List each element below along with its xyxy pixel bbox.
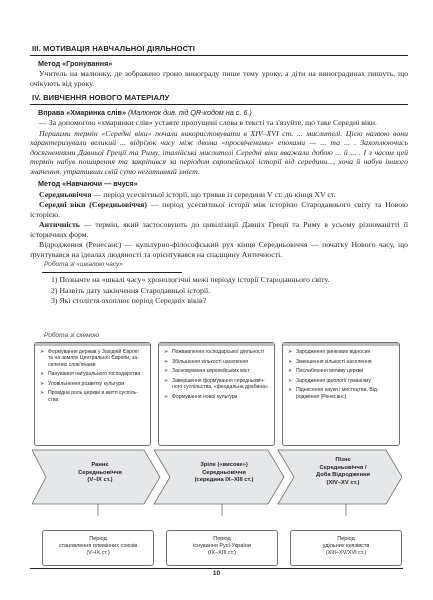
page-content: [30, 44, 408, 307]
period-box-late: Період удільних князівств (XIII–XV/XVI ст.): [290, 530, 402, 566]
chevron-label-high: Зріле («високе») Середньовіччя (середина IX–XIII ст.): [194, 462, 254, 484]
definition-2: Середні віки (Середньовіччя) — період усесвітньої історії між історією Стародавнього світу та Новою історією.: [30, 200, 408, 219]
scheme-list-late: [283, 343, 399, 400]
list-item: ➤ Пожвавлення господарської діяльності: [164, 349, 269, 355]
exercise-label: Вправа «Хмаринка слів»: [38, 108, 126, 118]
list-item: ➤ Зародження ідеології гуманізму: [288, 378, 394, 384]
list-item: ➤ Уповільнення розвитку культури: [40, 381, 145, 387]
definition-3: Античність — термін, який застосовують до цивілізації Давніх Греції та Риму в усьому різноманітті її історичних форм.: [30, 220, 408, 239]
exercise-heading: [38, 108, 408, 117]
scheme-column-high: [158, 342, 275, 446]
page-number: 10: [212, 570, 221, 577]
method-label: Метод «Гронування»: [38, 58, 113, 68]
section4-rule: [30, 104, 408, 105]
exercise-text: — За допомогою «хмаринки слів» уставте пропущені слова в тексті та з'язуйте, що таке Середні віки.: [39, 118, 378, 128]
chevron-label-early: Раннє Середньовіччя (V–IX ст.): [78, 462, 122, 484]
list-item: ➤ Панування натурального господарства: [40, 371, 145, 377]
list-item: ➤ Засновування європейських міст: [164, 368, 269, 374]
worksheet-rule: [42, 272, 182, 273]
list-item: ➤ Піднесення науки і мистецтва, Відродження (Ренесанс): [288, 387, 394, 400]
list-item: ➤ Завершення формування середньовічного суспільства, «феодальна драбина»: [164, 378, 269, 391]
scheme-column-late: [282, 342, 400, 446]
list-item: ➤ Послаблення впливу церкви: [288, 368, 394, 374]
definition-4: Відродження (Ренесанс) — культурно-філософський рух кінця Середньовіччя — початку Нового часу, що ґрунтувався на ідеалах людяності та орієнтувався на спадщину Античності.: [30, 240, 408, 259]
list-item: ➤ Зменшення кількості населення: [288, 359, 394, 365]
task-3: 3) Які століття охоплює період Середніх віків?: [51, 296, 207, 306]
scheme-list-high: [159, 343, 274, 400]
list-item: ➤ Зародження ринкових відносин: [288, 349, 394, 355]
section3-heading: ІІІ. МОТИВАЦІЯ НАВЧАЛЬНОЇ ДІЯЛЬНОСТІ: [32, 44, 195, 53]
period-box-early: Період становлення племінних союзів (V–IX ст.): [42, 530, 154, 566]
scheme-column-early: [34, 342, 151, 446]
gap-text: Першими термін «Середні віки» почали використовувати в XIV–XVI ст. ... мислителі. Цією назвою вони характеризували великий ... відрізок часу між двома «просвіченими» епохами — ... та ... . Захоплюючись досягненнями Давньої Греції та Риму, італійські мислителі Середні віки вважали добою ... й ... . І з часом цей термін набув поширення та закріпився за періодом європейської історії від середини..., хоча й набув іншого значення, утративши свій суто негативний зміст.: [30, 128, 408, 176]
period-box-high: Період існування Русі-України (IX–XIII ст.): [166, 530, 278, 566]
task-1: 1) Позначте на «шкалі часу» хронологічні межі періоду історії Стародавнього світу.: [51, 275, 330, 285]
list-item: ➤ Збільшення кількості населення: [164, 359, 269, 365]
worksheet-label: Роботa зі «шкалою часу»: [44, 261, 123, 269]
footer-rule: [30, 568, 403, 569]
list-item: ➤ Формування нової культури: [164, 394, 269, 400]
section4-heading: IV. ВИВЧЕННЯ НОВОГО МАТЕРІАЛУ: [32, 93, 170, 103]
method-text: Учитель на малюнку, де зображено гроно винограду пише тему уроку, а діти на виноградинах пишуть, що очікують від уроку.: [30, 69, 408, 88]
task-2: 2) Назвіть дату закінчення Стародавньої історії.: [51, 285, 211, 295]
section3-rule: [30, 55, 408, 56]
exercise-note: (Малюнок див. під QR-кодом на с. 6.): [127, 108, 252, 118]
scheme-label: Роботa зі схемою: [44, 332, 100, 339]
definition-1: Середньовіччя — період усесвітньої історії, що тривав із середини V ст. до кінця XV ст.: [39, 189, 336, 199]
scheme-list-early: [35, 343, 150, 403]
list-item: ➤ Формування держав у Західній Європі та на землях Центральної Європи, заселених слов'янами: [40, 349, 145, 368]
method2-label: Метод «Навчаючи — вчуся»: [38, 179, 138, 189]
list-item: ➤ Провідна роль церкви в житті суспільства: [40, 390, 145, 403]
chevron-label-late: Пізнє Середньовіччя / Доба Відродження (XIV–XV ст.): [316, 457, 370, 486]
